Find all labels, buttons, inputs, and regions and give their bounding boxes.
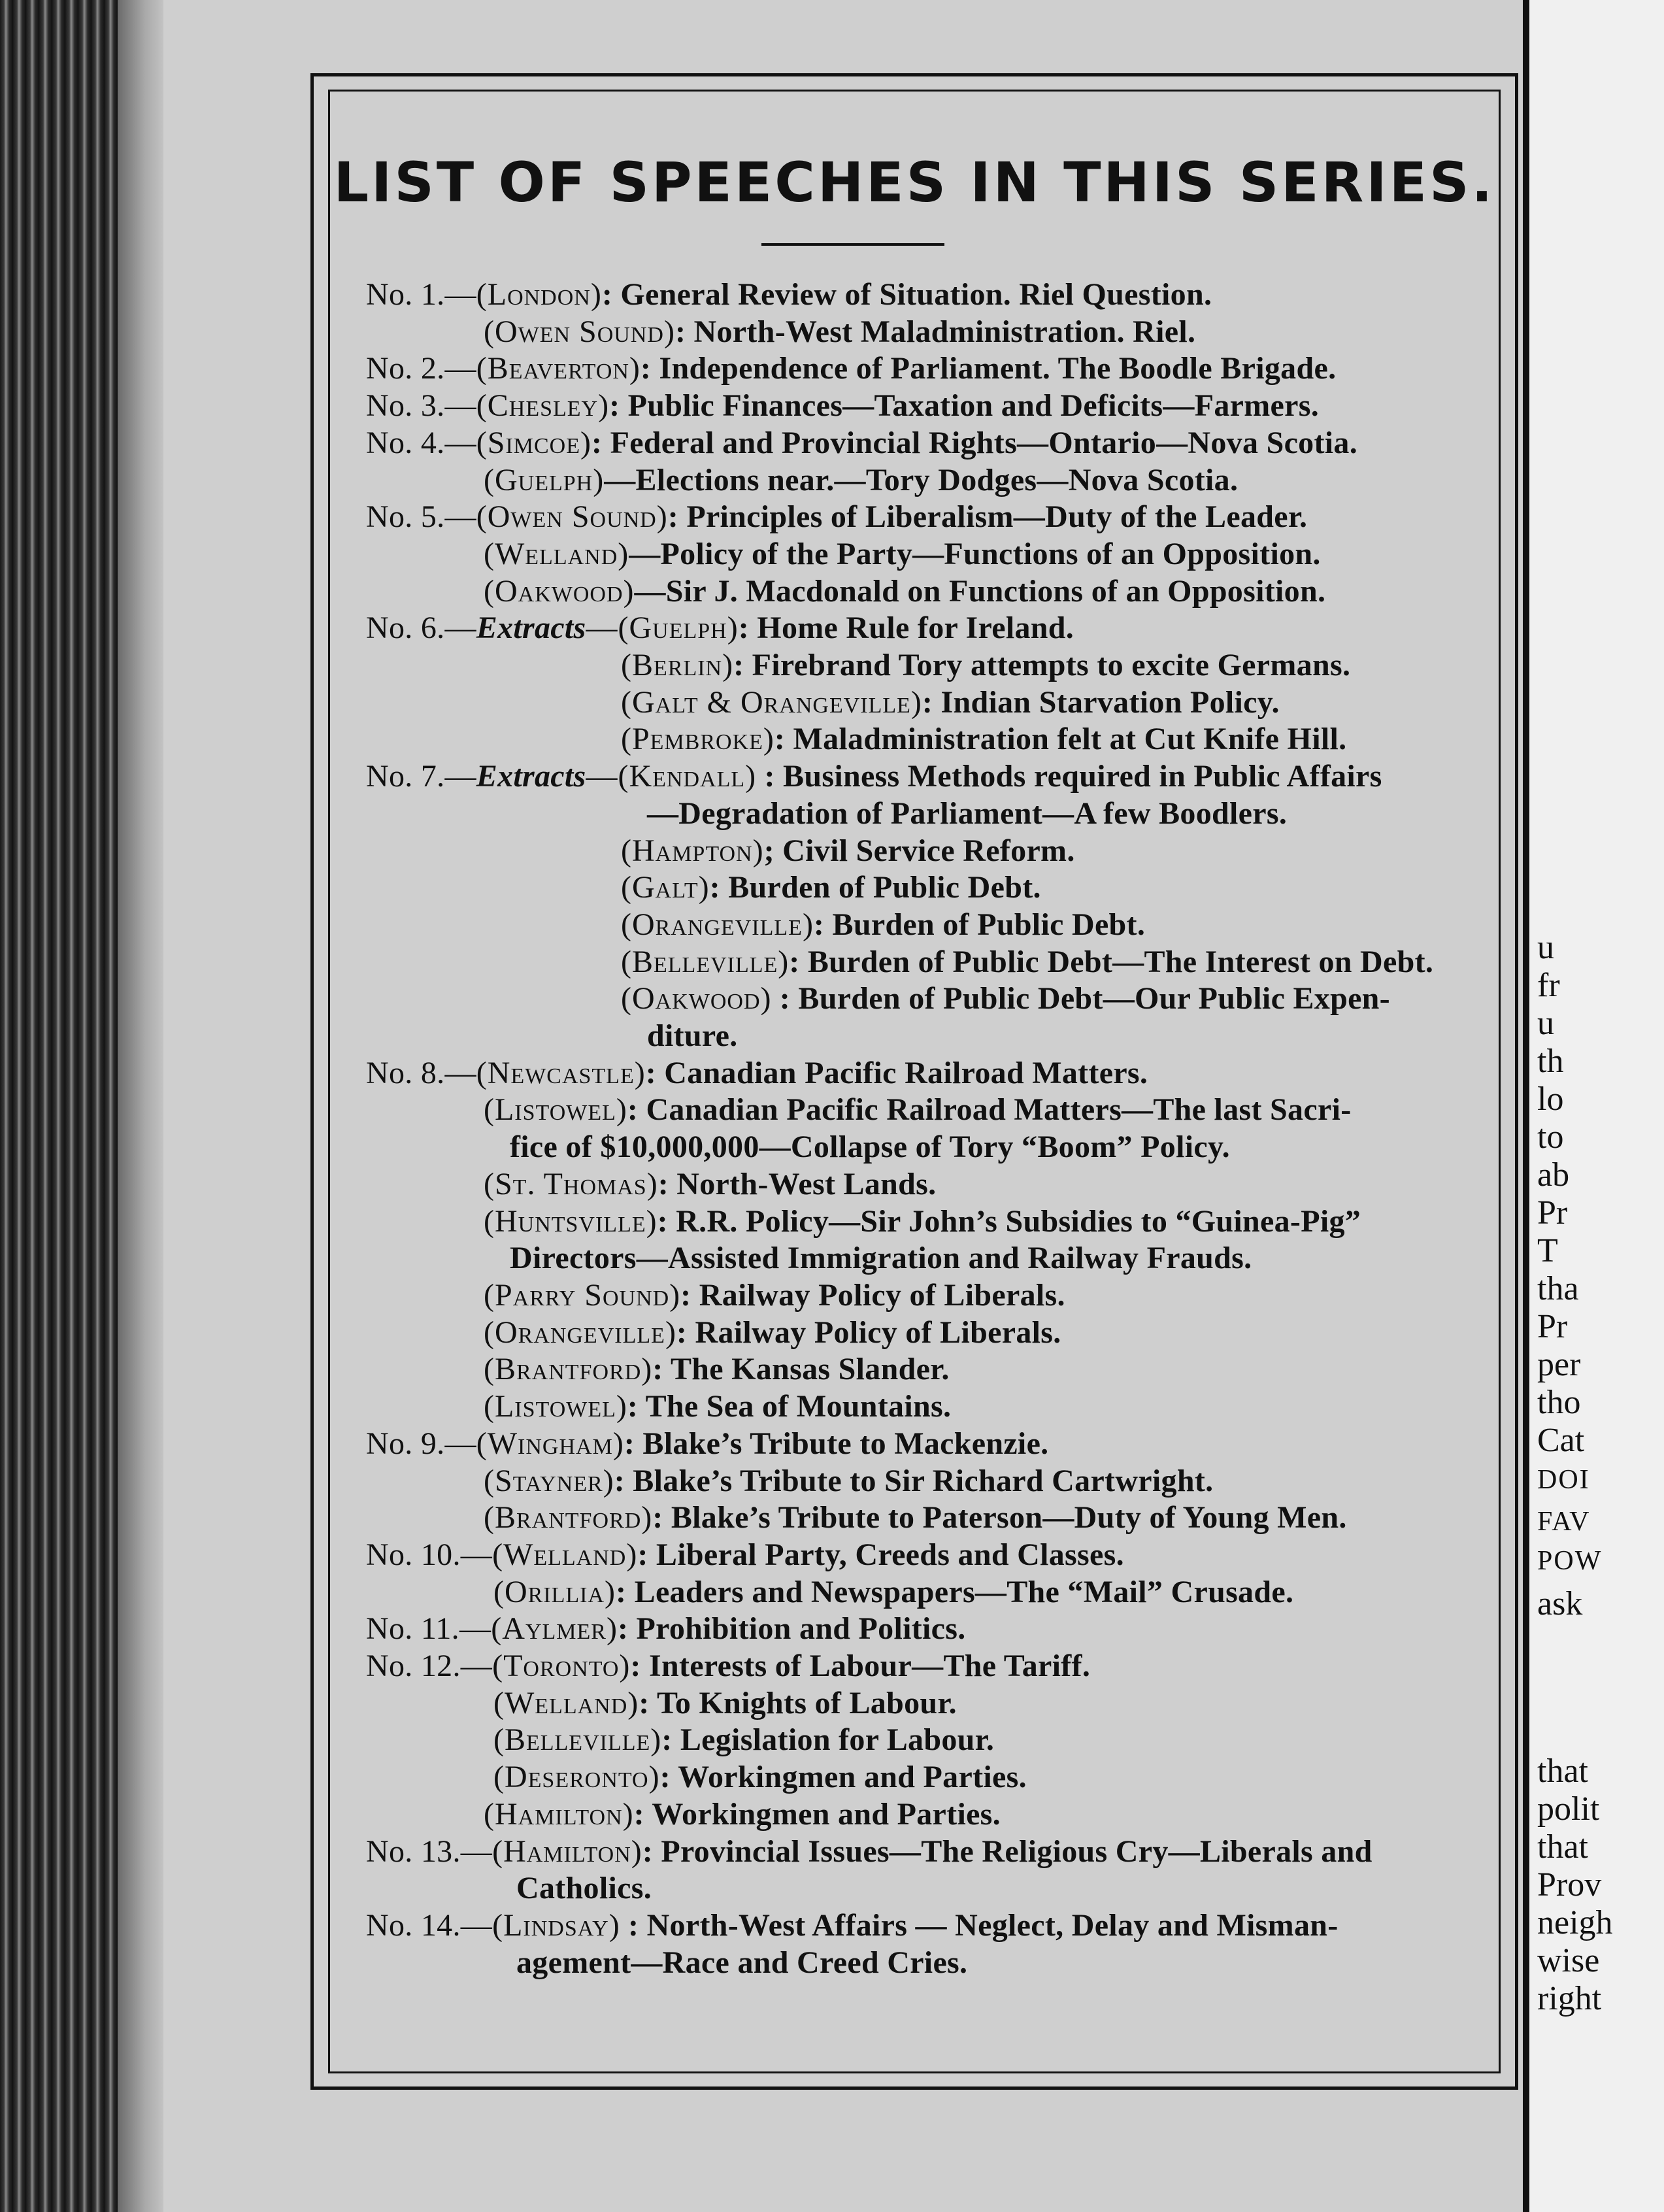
speech-line [366, 388, 1473, 425]
speech-place: (Owen Sound) [484, 314, 675, 349]
speech-line [366, 1203, 1473, 1241]
speech-place: (Orangeville) [484, 1315, 676, 1350]
speech-place: (Deseronto) [493, 1760, 660, 1795]
speech-place: (Brantford) [484, 1352, 653, 1387]
speech-place: (Orillia) [493, 1574, 616, 1609]
speech-place: (Listowel) [484, 1389, 627, 1424]
speech-line [366, 573, 1473, 611]
speech-place: (Guelph) [484, 462, 605, 497]
speech-line [366, 1240, 1473, 1277]
speech-topic: : Interests of Labour—The Tariff. [630, 1649, 1091, 1684]
speech-line [366, 1648, 1473, 1685]
facing-text-fragment: POW [1537, 1546, 1603, 1576]
speech-topic: : The Sea of Mountains. [627, 1389, 952, 1424]
speech-topic: : Leaders and Newspapers—The “Mail” Crusade. [616, 1574, 1294, 1609]
speech-line [366, 425, 1473, 462]
speech-line [366, 1129, 1473, 1166]
speech-line [366, 1870, 1473, 1907]
speech-line [366, 1759, 1473, 1796]
speech-topic: : Burden of Public Debt. [709, 870, 1041, 905]
speech-line [366, 1500, 1473, 1537]
speech-line [366, 1315, 1473, 1352]
speech-topic: : Firebrand Tory attempts to excite Germans. [733, 648, 1351, 683]
speech-topic: agement—Race and Creed Cries. [516, 1945, 968, 1980]
speech-line [366, 684, 1473, 722]
speech-number: No. 14.— [366, 1907, 493, 1943]
speech-topic: Catholics. [516, 1871, 652, 1906]
speech-number: No. 9.— [366, 1426, 476, 1461]
speech-line [366, 610, 1473, 647]
facing-text-fragment: th [1537, 1043, 1564, 1080]
facing-text-fragment: polit [1537, 1790, 1600, 1828]
speech-topic: : Principles of Liberalism—Duty of the Leader. [667, 499, 1308, 535]
speech-topic: —Degradation of Parliament—A few Boodlers. [647, 796, 1288, 831]
speech-place: (Hamilton) [492, 1834, 642, 1869]
extracts-label: Extracts [476, 759, 586, 794]
facing-text-fragment: fr [1537, 967, 1560, 1004]
speech-topic: : Federal and Provincial Rights—Ontario—Nova Scotia. [591, 425, 1357, 460]
speech-place: —(Guelph) [586, 611, 739, 646]
speech-line [366, 796, 1473, 833]
speech-topic: : Burden of Public Debt—The Interest on Debt. [789, 944, 1434, 979]
speech-place: (London) [476, 277, 602, 312]
speech-topic: : The Kansas Slander. [652, 1352, 950, 1387]
speech-topic: : Railway Policy of Liberals. [676, 1315, 1061, 1350]
speech-line [366, 833, 1473, 870]
facing-text-fragment: Prov [1537, 1866, 1602, 1903]
speech-number: No. 13.— [366, 1834, 493, 1869]
speech-line [366, 758, 1473, 796]
page-stack [118, 0, 163, 2212]
speech-topic: : Canadian Pacific Railroad Matters. [645, 1055, 1148, 1090]
speech-number: No. 1.— [366, 277, 476, 312]
speech-number: No. 6.— [366, 611, 476, 646]
speech-place: (Oakwood) [484, 573, 635, 609]
speech-line [366, 647, 1473, 684]
speech-topic: : Blake’s Tribute to Paterson—Duty of Young Men. [652, 1500, 1347, 1535]
speech-line [366, 1834, 1473, 1871]
speech-topic: : Indian Starvation Policy. [922, 684, 1280, 720]
speech-topic: : Provincial Issues—The Religious Cry—Liberals and [642, 1834, 1373, 1869]
speech-topic: : Workingmen and Parties. [659, 1760, 1027, 1795]
speech-line [366, 1351, 1473, 1388]
page [163, 0, 1523, 2212]
facing-text-fragment: to [1537, 1118, 1564, 1156]
speech-topic: : Railway Policy of Liberals. [680, 1277, 1065, 1313]
inner-border [328, 90, 1501, 2073]
book-edge [0, 0, 163, 2212]
speech-line [366, 1685, 1473, 1722]
speech-place: (Parry Sound) [484, 1277, 681, 1313]
facing-text-fragment: wise [1537, 1942, 1600, 1979]
speech-topic: : North-West Maladministration. Riel. [674, 314, 1196, 349]
speech-line [366, 1574, 1473, 1611]
speech-topic: : North-West Lands. [657, 1166, 937, 1201]
speech-line [366, 1277, 1473, 1315]
facing-text-fragment: T [1537, 1232, 1558, 1269]
speech-topic: —Elections near.—Tory Dodges—Nova Scotia. [604, 462, 1239, 497]
speech-place: (Welland) [492, 1537, 638, 1572]
speech-topic: : To Knights of Labour. [639, 1685, 957, 1720]
speech-topic: fice of $10,000,000—Collapse of Tory “Boom” Policy. [510, 1130, 1230, 1165]
facing-text-fragment: Pr [1537, 1308, 1568, 1345]
speech-topic: —Sir J. Macdonald on Functions of an Opposition. [634, 573, 1326, 609]
facing-page [1523, 0, 1664, 2212]
speech-number: No. 3.— [366, 388, 476, 424]
speech-topic: —Policy of the Party—Functions of an Opposition. [629, 536, 1321, 571]
speech-place: —(Kendall) [586, 759, 757, 794]
speech-topic: : General Review of Situation. Riel Question. [601, 277, 1212, 312]
speech-line [366, 980, 1473, 1018]
speech-place: (Wingham) [476, 1426, 624, 1461]
facing-text-fragment: lo [1537, 1081, 1564, 1118]
speech-place: (Brantford) [484, 1500, 653, 1535]
facing-text-fragment: tho [1537, 1384, 1581, 1421]
speech-line [366, 1722, 1473, 1759]
speech-line [366, 1092, 1473, 1129]
speech-topic: : Burden of Public Debt—Our Public Expen- [771, 981, 1390, 1016]
speech-place: (Orangeville) [621, 907, 814, 942]
speech-line [366, 536, 1473, 573]
speech-line [366, 1426, 1473, 1463]
speech-line [366, 1388, 1473, 1426]
speech-line [366, 1018, 1473, 1055]
speech-line [366, 869, 1473, 907]
speech-number: No. 2.— [366, 351, 476, 386]
speech-topic: : R.R. Policy—Sir John’s Subsidies to “Guinea-Pig” [657, 1203, 1361, 1239]
speech-place: (Hamilton) [484, 1796, 634, 1832]
facing-text-fragment: tha [1537, 1270, 1579, 1307]
speech-number: No. 8.— [366, 1055, 476, 1090]
page-title: LIST OF SPEECHES IN THIS SERIES. [333, 150, 1495, 214]
speech-line [366, 462, 1473, 499]
speech-topic: : Business Methods required in Public Affairs [756, 759, 1382, 794]
speech-topic: : North-West Affairs — Neglect, Delay and Misman- [620, 1907, 1339, 1943]
speech-place: (Welland) [484, 536, 629, 571]
facing-text-fragment: right [1537, 1980, 1602, 2017]
facing-text-fragment: Pr [1537, 1194, 1568, 1232]
speech-topic: diture. [647, 1018, 738, 1054]
speech-place: (Galt) [621, 870, 710, 905]
speech-topic: : Burden of Public Debt. [813, 907, 1146, 942]
speech-place: (Beaverton) [476, 351, 641, 386]
facing-text-fragment: neigh [1537, 1904, 1613, 1941]
speech-place: (Owen Sound) [476, 499, 668, 535]
speech-place: (Lindsay) [492, 1907, 620, 1943]
speech-line [366, 944, 1473, 981]
speech-line [366, 721, 1473, 758]
speech-number: No. 10.— [366, 1537, 493, 1572]
speech-place: (Belleville) [493, 1722, 662, 1758]
facing-text-fragment: per [1537, 1346, 1581, 1383]
speech-topic: : Liberal Party, Creeds and Classes. [637, 1537, 1124, 1572]
speech-place: (Simcoe) [476, 425, 591, 460]
speech-line [366, 907, 1473, 944]
speech-number: No. 11.— [366, 1611, 491, 1647]
speech-topic: : Blake’s Tribute to Mackenzie. [624, 1426, 1049, 1461]
speech-place: (Berlin) [621, 648, 734, 683]
speech-number: No. 12.— [366, 1649, 493, 1684]
facing-text-fragment: DOI [1537, 1465, 1590, 1495]
speech-place: (Welland) [493, 1685, 639, 1720]
speech-place: (Pembroke) [621, 722, 774, 757]
speech-place: (Aylmer) [491, 1611, 618, 1647]
facing-text-fragment: that [1537, 1752, 1588, 1790]
speech-topic: : Prohibition and Politics. [617, 1611, 966, 1647]
speech-line [366, 1166, 1473, 1203]
speech-topic: Directors—Assisted Immigration and Railway Frauds. [510, 1241, 1252, 1276]
speech-line [366, 350, 1473, 388]
speech-number: No. 5.— [366, 499, 476, 535]
speech-number: No. 7.— [366, 759, 476, 794]
speech-topic: : Maladministration felt at Cut Knife Hill. [774, 722, 1347, 757]
speech-topic: : Canadian Pacific Railroad Matters—The last Sacri- [627, 1092, 1352, 1128]
speech-place: (Belleville) [621, 944, 790, 979]
speech-place: (Oakwood) [621, 981, 772, 1016]
facing-text-fragment: ask [1537, 1585, 1583, 1622]
speech-place: (Listowel) [484, 1092, 627, 1128]
speech-place: (Galt & Orangeville) [621, 684, 922, 720]
facing-text-fragment: Cat [1537, 1422, 1585, 1459]
facing-text-fragment: FAV [1537, 1507, 1591, 1537]
speech-place: (Huntsville) [484, 1203, 657, 1239]
speech-number: No. 4.— [366, 425, 476, 460]
speech-line [366, 1796, 1473, 1834]
speech-topic: : Home Rule for Ireland. [738, 611, 1074, 646]
speech-line [366, 1611, 1473, 1648]
speech-topic: : Public Finances—Taxation and Deficits—Farmers. [609, 388, 1319, 424]
speech-place: (Newcastle) [476, 1055, 646, 1090]
speech-topic: : Legislation for Labour. [661, 1722, 995, 1758]
outer-border [310, 73, 1518, 2090]
speech-topic: : Blake’s Tribute to Sir Richard Cartwright. [614, 1463, 1214, 1498]
speech-line [366, 1537, 1473, 1574]
facing-text-fragment: u [1537, 1005, 1554, 1042]
extracts-label: Extracts [476, 611, 586, 646]
speech-line [366, 1055, 1473, 1092]
speech-place: (St. Thomas) [484, 1166, 658, 1201]
speech-line [366, 1463, 1473, 1500]
speech-place: (Hampton) [621, 833, 764, 868]
facing-text-fragment: ab [1537, 1156, 1570, 1194]
speech-place: (Chesley) [476, 388, 610, 424]
facing-text-fragment: that [1537, 1828, 1588, 1866]
speech-list [366, 276, 1473, 1981]
speech-line [366, 276, 1473, 314]
speech-place: (Stayner) [484, 1463, 614, 1498]
title-rule [761, 243, 944, 246]
facing-text-fragment: u [1537, 929, 1554, 966]
speech-topic: : Workingmen and Parties. [633, 1796, 1001, 1832]
speech-line [366, 314, 1473, 351]
speech-line [366, 1945, 1473, 1982]
speech-topic: : Independence of Parliament. The Boodle Brigade. [640, 351, 1337, 386]
speech-topic: ; Civil Service Reform. [763, 833, 1075, 868]
speech-line [366, 499, 1473, 536]
speech-line [366, 1907, 1473, 1945]
speech-place: (Toronto) [492, 1649, 631, 1684]
